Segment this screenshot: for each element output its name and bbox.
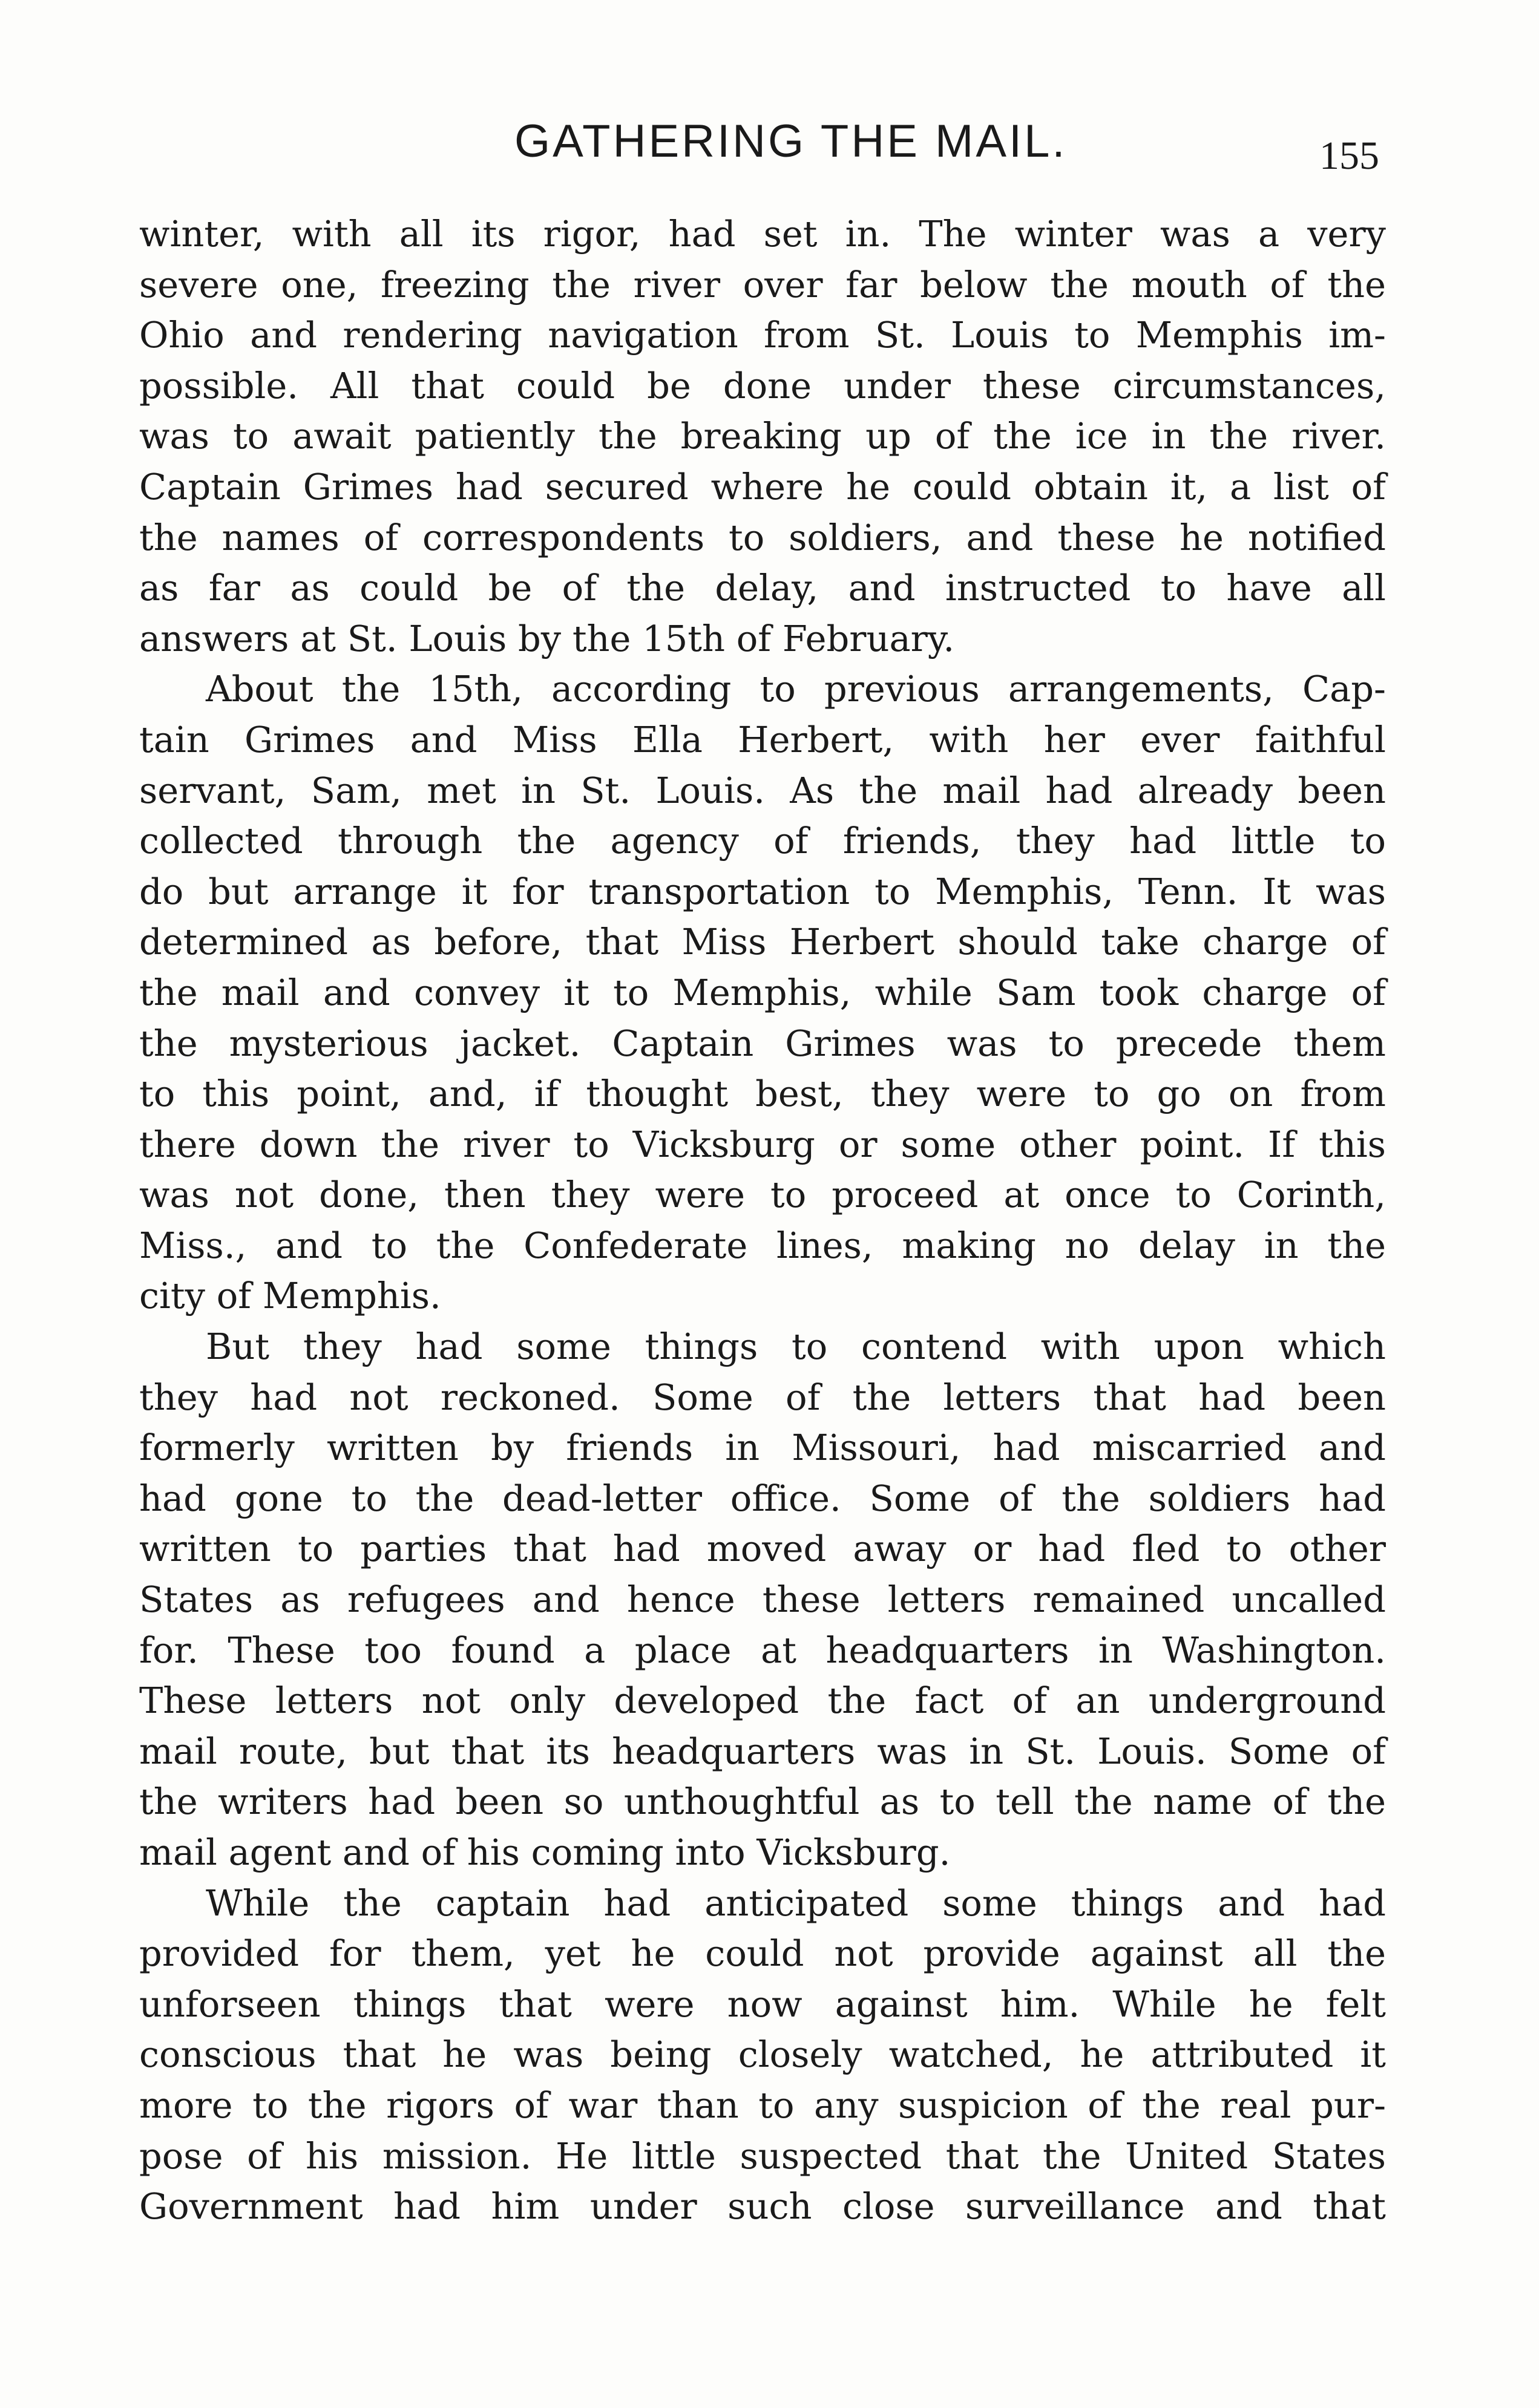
text-line: there down the river to Vicksburg or some other point. If this [139, 1123, 1386, 1165]
text-line: city of Memphis. [139, 1275, 441, 1317]
text-line: tain Grimes and Miss Ella Herbert, with her ever faithful [139, 718, 1386, 761]
paragraph-2 [139, 664, 1386, 1321]
text-line: was to await patiently the breaking up of the ice in the river. [139, 415, 1386, 457]
text-line: mail agent and of his coming into Vicksburg. [139, 1831, 951, 1873]
page-number: 155 [1319, 134, 1379, 178]
text-line: answers at St. Louis by the 15th of February. [139, 617, 955, 659]
text-line: provided for them, yet he could not provide against all the [139, 1932, 1386, 1975]
text-line: Ohio and rendering navigation from St. Louis to Memphis im- [139, 314, 1386, 356]
text-line: the writers had been so unthoughtful as to tell the name of the [139, 1781, 1386, 1823]
paragraph-1 [139, 209, 1386, 664]
text-line: servant, Sam, met in St. Louis. As the mail had already been [139, 769, 1386, 811]
text-line: the mysterious jacket. Captain Grimes was to precede them [139, 1022, 1386, 1064]
text-line: written to parties that had moved away or had fled to other [139, 1528, 1386, 1570]
chapter-title: GATHERING THE MAIL. [514, 116, 1068, 167]
text-line: more to the rigors of war than to any suspicion of the real pur- [139, 2084, 1386, 2126]
text-line: possible. All that could be done under these circumstances, [139, 364, 1386, 407]
text-line: Government had him under such close surveillance and that [139, 2185, 1386, 2228]
text-line: as far as could be of the delay, and instructed to have all [139, 567, 1386, 609]
text-line: the mail and convey it to Memphis, while Sam took charge of [139, 971, 1386, 1013]
paragraph-3 [139, 1321, 1386, 1878]
text-line: severe one, freezing the river over far below the mouth of the [139, 263, 1386, 306]
text-line: Miss., and to the Confederate lines, making no delay in the [139, 1224, 1386, 1266]
text-line: mail route, but that its headquarters was in St. Louis. Some of [139, 1730, 1386, 1772]
paragraph-4 [139, 1878, 1386, 2232]
text-line: winter, with all its rigor, had set in. The winter was a very [139, 213, 1386, 255]
text-line: to this point, and, if thought best, they were to go on from [139, 1073, 1386, 1115]
text-line: determined as before, that Miss Herbert should take charge of [139, 921, 1386, 963]
text-line: unforseen things that were now against him. While he felt [139, 1983, 1386, 2025]
text-line: pose of his mission. He little suspected that the United States [139, 2135, 1386, 2177]
text-line: But they had some things to contend with upon which [206, 1326, 1386, 1368]
text-line: These letters not only developed the fact of an underground [139, 1680, 1386, 1722]
text-line: About the 15th, according to previous arrangements, Cap- [206, 668, 1386, 710]
running-head [0, 115, 1539, 178]
text-line: do but arrange it for transportation to Memphis, Tenn. It was [139, 870, 1386, 912]
text-line: they had not reckoned. Some of the letters that had been [139, 1376, 1386, 1418]
text-line: for. These too found a place at headquarters in Washington. [139, 1629, 1386, 1671]
text-line: States as refugees and hence these letters remained uncalled [139, 1579, 1386, 1621]
body-text [139, 209, 1386, 2232]
text-line: conscious that he was being closely watched, he attributed it [139, 2033, 1386, 2076]
text-line: Captain Grimes had secured where he could obtain it, a list of [139, 465, 1386, 508]
text-line: was not done, then they were to proceed at once to Corinth, [139, 1174, 1386, 1216]
text-line: had gone to the dead-letter office. Some of the soldiers had [139, 1477, 1386, 1519]
text-line: the names of correspondents to soldiers, and these he notified [139, 516, 1386, 558]
text-line: formerly written by friends in Missouri, had miscarried and [139, 1427, 1386, 1469]
text-line: While the captain had anticipated some things and had [206, 1882, 1386, 1924]
text-line: collected through the agency of friends, they had little to [139, 820, 1386, 862]
